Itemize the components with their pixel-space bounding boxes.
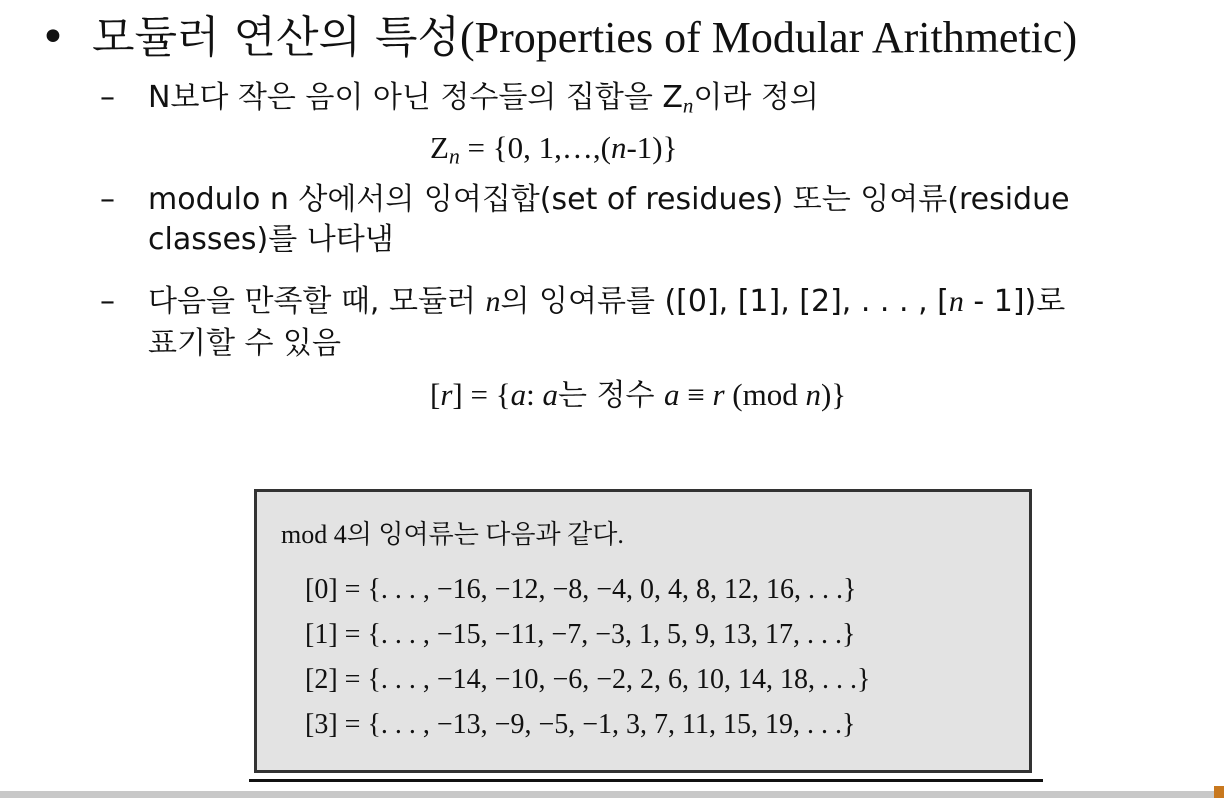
formula-var: n [610,130,627,165]
point-zn-definition [100,78,819,118]
formula-var: r [440,377,453,412]
formula-part: [ [430,377,441,412]
point-text: 의 잉여류를 ([0], [1], [2], . . . , [ [500,284,949,319]
example-box [254,489,1032,773]
formula-zn [430,128,678,168]
residue-row: [1] = {. . . , −15, −11, −7, −3, 1, 5, 9, 13, 17, . . .} [305,619,856,650]
formula-subscript: n [448,144,460,169]
point-residue-set [100,180,1070,220]
point-text-end: 이라 정의 [693,80,819,115]
formula-var: r [712,377,725,412]
formula-part: (mod [724,377,806,412]
point-text: - 1])로 [963,284,1066,319]
formula-var: n [805,377,821,412]
residue-row: [0] = {. . . , −16, −12, −8, −4, 0, 4, 8, 12, 16, . . .} [305,574,857,605]
formula-part: : [526,377,543,412]
point-dash: – [100,182,115,217]
point-text: 표기할 수 있음 [148,326,341,361]
formula-part: = {0, 1,…,( [467,130,611,165]
title-english: (Properties of Modular Arithmetic) [460,13,1078,62]
point-text: classes)를 나타냄 [148,222,394,257]
point-dash: – [100,80,115,115]
formula-symbol: Z [430,130,449,165]
example-intro: mod 4의 잉여류는 다음과 같다. [281,520,624,549]
formula-var: a [510,377,527,412]
formula-residue-class [430,375,846,416]
formula-part: -1)} [626,130,678,165]
title-korean: 모듈러 연산의 특성 [92,12,461,63]
formula-part: )} [820,377,847,412]
corner-accent [1214,786,1224,798]
residue-row: [3] = {. . . , −13, −9, −5, −1, 3, 7, 11, 15, 19, . . .} [305,709,856,740]
slide-title [40,8,1077,68]
point-residue-set-cont [148,220,394,260]
title-bullet: • [40,12,66,63]
footer-bar [0,791,1224,798]
point-residue-notation [100,282,1065,322]
formula-korean: 는 정수 [557,378,664,413]
formula-var: a [663,377,680,412]
box-underline [249,779,1043,782]
point-residue-notation-cont [148,324,341,364]
var-n: n [485,285,501,318]
point-text: N보다 작은 음이 아닌 정수들의 집합을 Z [148,80,683,115]
point-text: 다음을 만족할 때, 모듈러 [148,284,486,319]
subscript-n: n [682,93,694,118]
residue-row: [2] = {. . . , −14, −10, −6, −2, 2, 6, 10, 14, 18, . . .} [305,664,871,695]
point-text: modulo n 상에서의 잉여집합(set of residues) 또는 잉여류(residue [148,182,1070,217]
formula-var: a [542,377,558,412]
var-n: n [948,285,964,318]
formula-part: ≡ [679,377,713,412]
point-dash: – [100,284,115,319]
formula-part: ] = { [452,377,511,412]
